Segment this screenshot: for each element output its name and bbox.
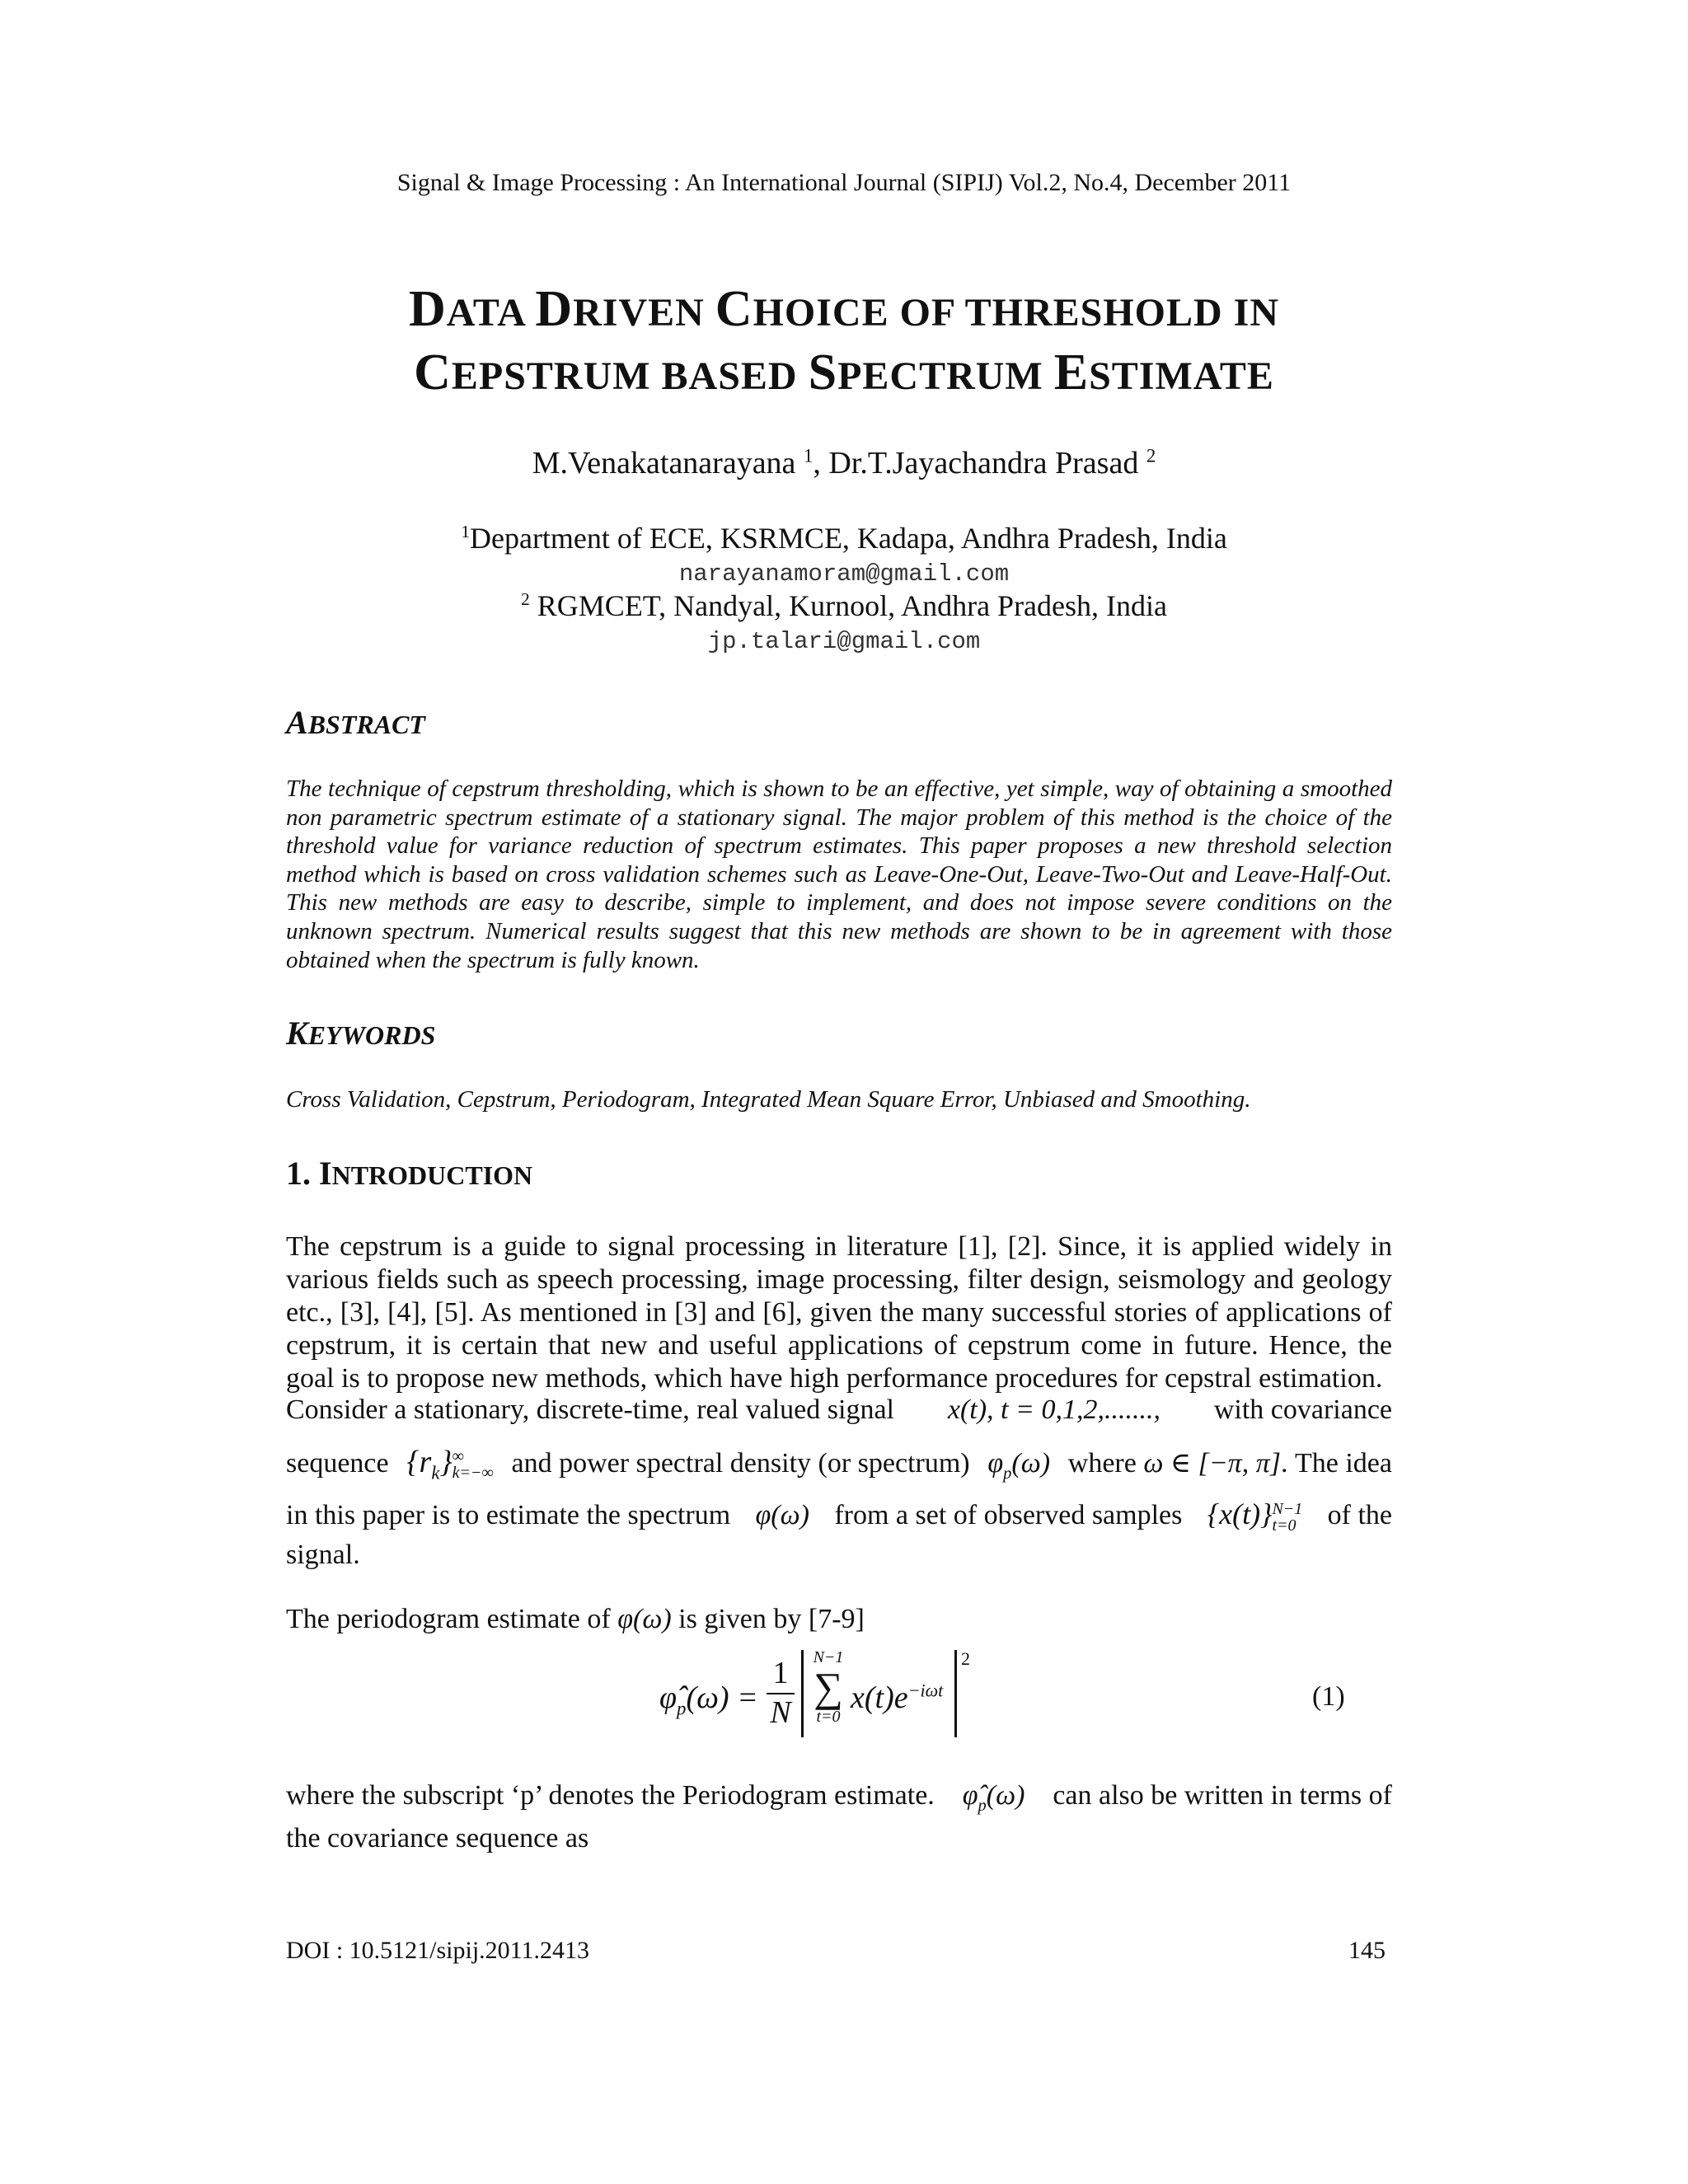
email-2: jp.talari@gmail.com [707,628,981,655]
title-cap: C [715,281,753,337]
title-rest: PECTRUM [837,354,1054,398]
affiliation-1-marker: 1 [461,522,470,541]
footer-doi: DOI : 10.5121/sipij.2011.2413 [286,1937,590,1964]
title-cap: D [408,281,447,337]
intro-text: sequence [286,1448,389,1479]
affiliation-2 [0,588,1688,623]
math-part: k [431,1462,440,1483]
intro-estimate-line [286,1497,1392,1534]
math-part: ∞ [452,1447,464,1466]
sum-lower: t=0 [816,1708,841,1726]
math-phi: φ(ω) [617,1604,672,1634]
heading-cap: A [286,704,308,741]
intro-signal-line [286,1394,1392,1426]
intro-sequence-line [286,1444,1392,1481]
title-cap: C [414,344,452,401]
math-part: −iωt [907,1680,944,1701]
author-line [0,445,1688,481]
intro-signal-word: signal. [286,1540,360,1570]
math-part: p [978,1796,987,1815]
math-part: t=0 [1272,1516,1296,1535]
page-number: 145 [1348,1937,1386,1964]
math-phi: φ(ω) [755,1500,809,1530]
intro-text: . The idea [1280,1448,1392,1479]
math-part: (ω) [986,1780,1025,1811]
math-covariance-seq [406,1444,493,1481]
abstract-heading [286,703,425,742]
equation-1 [659,1648,989,1747]
heading-rest: EYWORDS [307,1020,436,1050]
heading-rest: BSTRACT [307,710,425,739]
title-cap: E [1053,344,1090,401]
title-rest: RIVEN [573,291,715,335]
math-samples [1207,1497,1303,1534]
email-1: narayanamoram@gmail.com [678,560,1010,588]
journal-header: Signal & Image Processing : An International Journal (SIPIJ) Vol.2, No.4, December 2011 [396,169,1292,196]
title-rest: EPSTRUM BASED [451,354,809,398]
title-rest: STIMATE [1089,354,1274,398]
abs-bar-left [801,1650,804,1737]
intro-text: where [1067,1448,1137,1479]
sum-upper: N−1 [813,1648,844,1666]
eq-sum [808,1648,849,1726]
intro-text: with covariance [1213,1394,1392,1425]
math-part: (ω) = [686,1680,758,1715]
where-line-2: the covariance sequence as [286,1823,589,1854]
math-part: (ω) [1011,1448,1051,1479]
eq-power: 2 [961,1648,970,1669]
intro-text: is given by [7-9] [678,1604,865,1634]
intro-text: and power spectral density (or spectrum) [511,1448,970,1479]
sum-symbol: ∑ [814,1664,843,1710]
eq-body [851,1680,943,1716]
intro-text: in this paper is to estimate the spectrum [286,1500,731,1530]
author-1: M.Venakatanarayana [532,446,796,480]
math-phi-hat-p [962,1780,1025,1815]
equation-number: (1) [1312,1681,1345,1712]
author-2: , Dr.T.Jayachandra Prasad [813,446,1139,480]
title-cap: D [535,281,574,337]
affiliation-1 [0,521,1688,555]
author-2-affil: 2 [1146,445,1156,466]
heading-cap: K [286,1015,308,1052]
title-rest: ATA [446,291,536,335]
intro-text: can also be written in terms of [1053,1780,1392,1811]
math-phi-p [987,1448,1051,1483]
intro-text: Consider a stationary, discrete-time, real valued signal [286,1394,894,1425]
affiliation-2-text: RGMCET, Nandyal, Kurnool, Andhra Pradesh, India [529,589,1167,622]
title-line-1 [0,280,1688,339]
math-part: φ [987,1448,1004,1479]
heading-rest: NTRODUCTION [331,1160,533,1190]
intro-paragraph: The cepstrum is a guide to signal processing in literature [1], [2]. Since, it is applied widely in various fields such as speech processing, image processing, filter design, seismology and geology etc., [3], [4], [5]. As mentioned in [3] and [6], given the many successful stories of applications of cepstrum, it is certain that new and useful applications of cepstrum come in future. Hence, the goal is to propose new methods, which have high performance procedures for cepstral estimation. [286,1231,1392,1394]
math-part: {r [406,1445,432,1479]
math-omega-range: ω ∈ [−π, π] [1143,1448,1281,1479]
intro-text: where the subscript ‘p’ denotes the Periodogram estimate. [286,1780,935,1811]
math-part: φ̂ [962,1780,978,1811]
periodogram-line [286,1604,865,1635]
introduction-heading [286,1154,532,1193]
eq-fraction [767,1655,795,1731]
keywords-text: Cross Validation, Cepstrum, Periodogram, Integrated Mean Square Error, Unbiased and Smoothing. [286,1086,1251,1113]
math-limits [1272,1501,1302,1534]
math-part: N−1 [1272,1499,1303,1518]
math-part: } [439,1445,452,1479]
math-part: φ̂ [659,1680,678,1715]
heading-number: 1. [286,1155,319,1192]
abs-bar-right [954,1650,957,1737]
math-signal: x(t), t = 0,1,2,......., [947,1394,1160,1425]
math-part: k=−∞ [452,1464,494,1483]
paper-title [0,280,1688,402]
frac-den: N [770,1695,791,1730]
title-line-2 [0,344,1688,402]
heading-cap: I [319,1155,332,1192]
affiliation-1-text: Department of ECE, KSRMCE, Kadapa, Andhra Pradesh, India [469,522,1227,555]
keywords-heading [286,1014,435,1052]
intro-text: The periodogram estimate of [286,1604,611,1634]
intro-text: of the [1327,1500,1392,1530]
abstract-text: The technique of cepstrum thresholding, which is shown to be an effective, yet simple, way of obtaining a smoothed non parametric spectrum estimate of a stationary signal. The major problem of this method is the choice of the threshold value for variance reduction of spectrum estimates. This paper proposes a new threshold selection method which is based on cross validation schemes such as Leave-One-Out, Leave-Two-Out and Leave-Half-Out. This new methods are easy to describe, simple to implement, and does not impose severe conditions on the unknown spectrum. Numerical results suggest that this new methods are shown to be in agreement with those obtained when the spectrum is fully known. [286,776,1392,973]
math-limits [452,1448,494,1481]
math-part: x(t)e [851,1680,908,1715]
title-rest: HOICE OF THRESHOLD IN [753,291,1280,335]
eq-lhs [659,1680,758,1719]
author-1-affil: 1 [803,445,814,466]
math-part: {x(t)} [1207,1497,1273,1530]
affiliation-2-marker: 2 [520,589,530,609]
where-line [286,1780,1392,1815]
math-part: p [677,1698,687,1719]
math-part: p [1003,1464,1012,1483]
title-cap: S [808,344,838,401]
frac-num: 1 [772,1656,789,1690]
intro-text: from a set of observed samples [834,1500,1183,1530]
